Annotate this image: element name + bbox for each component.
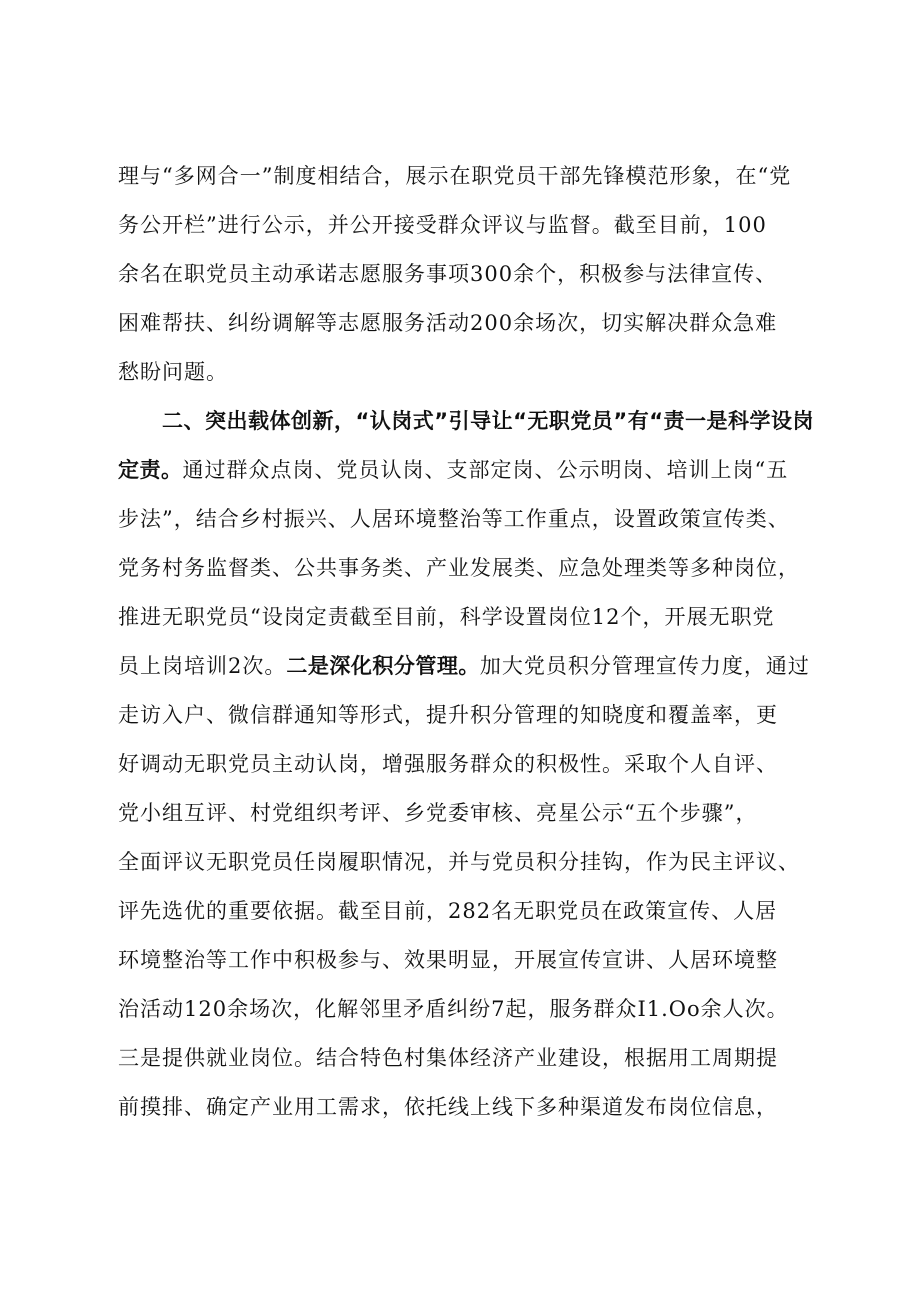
text-line: 党小组互评、村党组织考评、乡党委审核、亮星公示“五个步骤”，	[118, 801, 758, 825]
bold-phrase: 二是深化积分管理。	[286, 654, 480, 678]
text-segment: 加大党员积分管理宣传力度，通过	[479, 654, 810, 678]
text-line: 步法”，结合乡村振兴、人居环境整治等工作重点，设置政策宣传类、	[118, 507, 790, 531]
paragraph-2	[118, 397, 815, 1132]
paragraph-1	[118, 152, 808, 397]
text-line: 理与“多网合一”制度相结合，展示在职党员干部先锋模范形象，在“党	[118, 164, 792, 188]
text-segment: 通过群众点岗、党员认岗、支部定岗、公示明岗、培训上岗“五	[182, 458, 789, 482]
text-line	[118, 446, 808, 495]
text-line: 推进无职党员“设岗定责截至目前，科学设置岗位12个，开展无职党	[118, 605, 775, 629]
text-line: 愁盼问题。	[118, 360, 228, 384]
text-line	[118, 642, 808, 691]
text-line: 治活动120余场次，化解邻里矛盾纠纷7起，服务群众I1.Oo余人次。	[118, 997, 789, 1021]
text-line: 走访入户、微信群通知等形式，提升积分管理的知晓度和覆盖率，更	[118, 703, 778, 727]
text-line: 前摸排、确定产业用工需求，依托线上线下多种渠道发布岗位信息，	[118, 1095, 778, 1119]
text-line: 余名在职党员主动承诺志愿服务事项300余个，积极参与法律宣传、	[118, 262, 778, 286]
text-line: 困难帮扶、纠纷调解等志愿服务活动200余场次，切实解决群众急难	[118, 311, 778, 335]
bold-phrase: 定责。	[118, 458, 183, 482]
text-line: 好调动无职党员主动认岗，增强服务群众的积极性。采取个人自评、	[118, 752, 778, 776]
document-body	[118, 152, 815, 1132]
text-line: 全面评议无职党员任岗履职情况，并与党员积分挂钩，作为民主评议、	[118, 850, 800, 874]
text-line: 党务村务监督类、公共事务类、产业发展类、应急处理类等多种岗位，	[118, 556, 800, 580]
text-line: 环境整治等工作中积极参与、效果明显，开展宣传宣讲、人居环境整	[118, 948, 778, 972]
text-segment: 员上岗培训2次。	[118, 654, 287, 678]
text-line: 三是提供就业岗位。结合特色村集体经济产业建设，根据用工周期提	[118, 1046, 778, 1070]
section-heading: 二、突出载体创新，“认岗式”引导让“无职党员”有“责一是科学设岗	[162, 409, 815, 433]
text-line: 务公开栏”进行公示，并公开接受群众评议与监督。截至目前，100	[118, 213, 767, 237]
text-line: 评先选优的重要依据。截至目前，282名无职党员在政策宣传、人居	[118, 899, 778, 923]
